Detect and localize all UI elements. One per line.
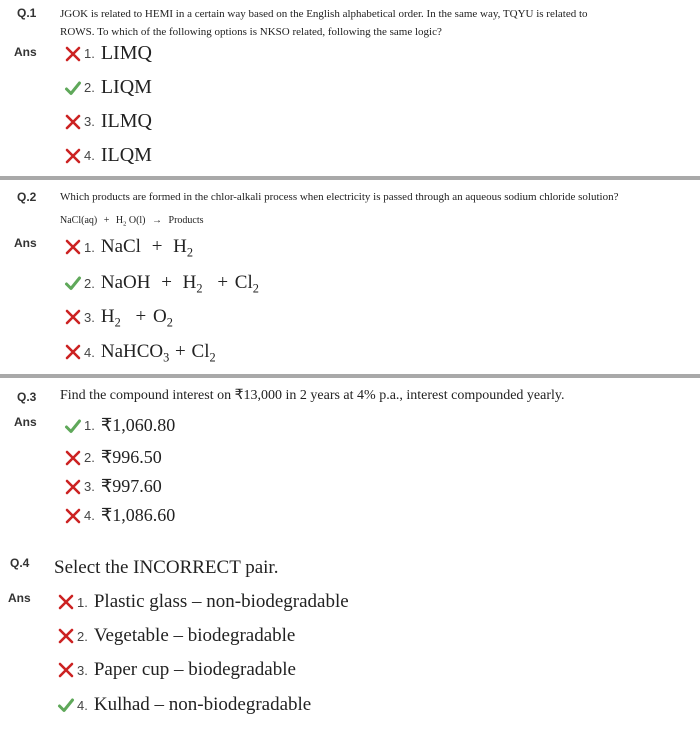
answer-label: Ans xyxy=(8,591,31,605)
question-text: Which products are formed in the chlor-alkali process when electricity is passed through an aqueous sodium chloride solution? xyxy=(60,191,619,203)
option-number: 1. xyxy=(84,239,95,255)
answer-label: Ans xyxy=(14,45,37,59)
question-number: Q.2 xyxy=(17,190,37,204)
cross-icon xyxy=(64,147,82,165)
option-number: 2. xyxy=(77,628,88,644)
option-text: ₹997.60 xyxy=(100,476,162,496)
question-text-line: JGOK is related to HEMI in a certain way based on the English alphabetical order. In the same way, TQYU is related to xyxy=(60,8,588,20)
option-number: 3. xyxy=(77,662,88,678)
option[interactable] xyxy=(64,110,152,133)
option[interactable] xyxy=(64,144,152,167)
option-text: $H_2 + O_2$ xyxy=(100,306,173,330)
option-text: Kulhad – non-biodegradable xyxy=(93,694,312,715)
option[interactable] xyxy=(57,694,311,716)
answer-label: Ans xyxy=(14,236,37,250)
option[interactable] xyxy=(64,415,175,436)
option[interactable] xyxy=(64,236,193,258)
option-text: LIMQ xyxy=(100,42,152,64)
cross-icon xyxy=(64,308,82,326)
option-number: 1. xyxy=(77,594,88,610)
option-number: 1. xyxy=(84,418,95,433)
option-number: 3. xyxy=(84,114,95,129)
option[interactable] xyxy=(64,76,152,99)
cross-icon xyxy=(64,238,82,256)
cross-icon xyxy=(64,478,82,496)
option-text: Paper cup – biodegradable xyxy=(93,659,296,680)
question-text: Select the INCORRECT pair. xyxy=(54,557,279,578)
option-text: LIQM xyxy=(100,76,152,98)
option[interactable] xyxy=(57,659,296,681)
option-text: ₹1,086.60 xyxy=(100,505,176,525)
option[interactable] xyxy=(57,625,295,647)
cross-icon xyxy=(64,507,82,525)
cross-icon xyxy=(57,627,75,645)
option-number: 1. xyxy=(84,46,95,61)
option-text: ILMQ xyxy=(100,110,152,132)
cross-icon xyxy=(64,343,82,361)
option-text: ₹996.50 xyxy=(100,447,162,467)
option[interactable] xyxy=(57,591,349,613)
question-text-line: ROWS. To which of the following options is NKSO related, following the same logic? xyxy=(60,26,442,38)
option-number: 2. xyxy=(84,80,95,95)
option-number: 2. xyxy=(84,275,95,291)
cross-icon xyxy=(64,45,82,63)
option-text: NaOH + $H_2 + Cl_2$ xyxy=(100,272,259,296)
cross-icon xyxy=(64,113,82,131)
option-text: ILQM xyxy=(100,144,152,166)
option-text: Vegetable – biodegradable xyxy=(93,625,296,646)
check-icon xyxy=(64,274,82,292)
option[interactable] xyxy=(64,341,216,363)
check-icon xyxy=(64,79,82,97)
option-number: 4. xyxy=(84,148,95,163)
option-number: 2. xyxy=(84,450,95,465)
answer-label: Ans xyxy=(14,415,37,429)
question-number: Q.4 xyxy=(10,556,30,570)
option-text: ₹1,060.80 xyxy=(100,415,176,435)
section-divider xyxy=(0,374,700,378)
cross-icon xyxy=(57,593,75,611)
option[interactable] xyxy=(64,476,162,497)
cross-icon xyxy=(57,661,75,679)
option-number: 3. xyxy=(84,309,95,325)
question-text: Find the compound interest on ₹13,000 in 2 years at 4% p.a., interest compounded yearly. xyxy=(60,388,565,403)
section-divider xyxy=(0,176,700,180)
option[interactable] xyxy=(64,272,259,294)
option-number: 4. xyxy=(77,697,88,713)
cross-icon xyxy=(64,449,82,467)
reaction-equation: NaCl(aq) + $H_2$ O(l) → Products xyxy=(60,215,204,228)
question-number: Q.3 xyxy=(17,390,37,404)
option-text: NaHCO$_3$ + $Cl_2$ xyxy=(100,341,216,365)
check-icon xyxy=(57,696,75,714)
option[interactable] xyxy=(64,447,162,468)
option[interactable] xyxy=(64,306,173,328)
option-number: 4. xyxy=(84,508,95,523)
option-number: 4. xyxy=(84,344,95,360)
option[interactable] xyxy=(64,505,175,526)
option-number: 3. xyxy=(84,479,95,494)
option-text: NaCl + $H_2$ xyxy=(100,236,194,260)
option[interactable] xyxy=(64,42,152,65)
check-icon xyxy=(64,417,82,435)
question-number: Q.1 xyxy=(17,6,37,20)
question-text xyxy=(60,5,588,41)
option-text: Plastic glass – non-biodegradable xyxy=(93,591,349,612)
